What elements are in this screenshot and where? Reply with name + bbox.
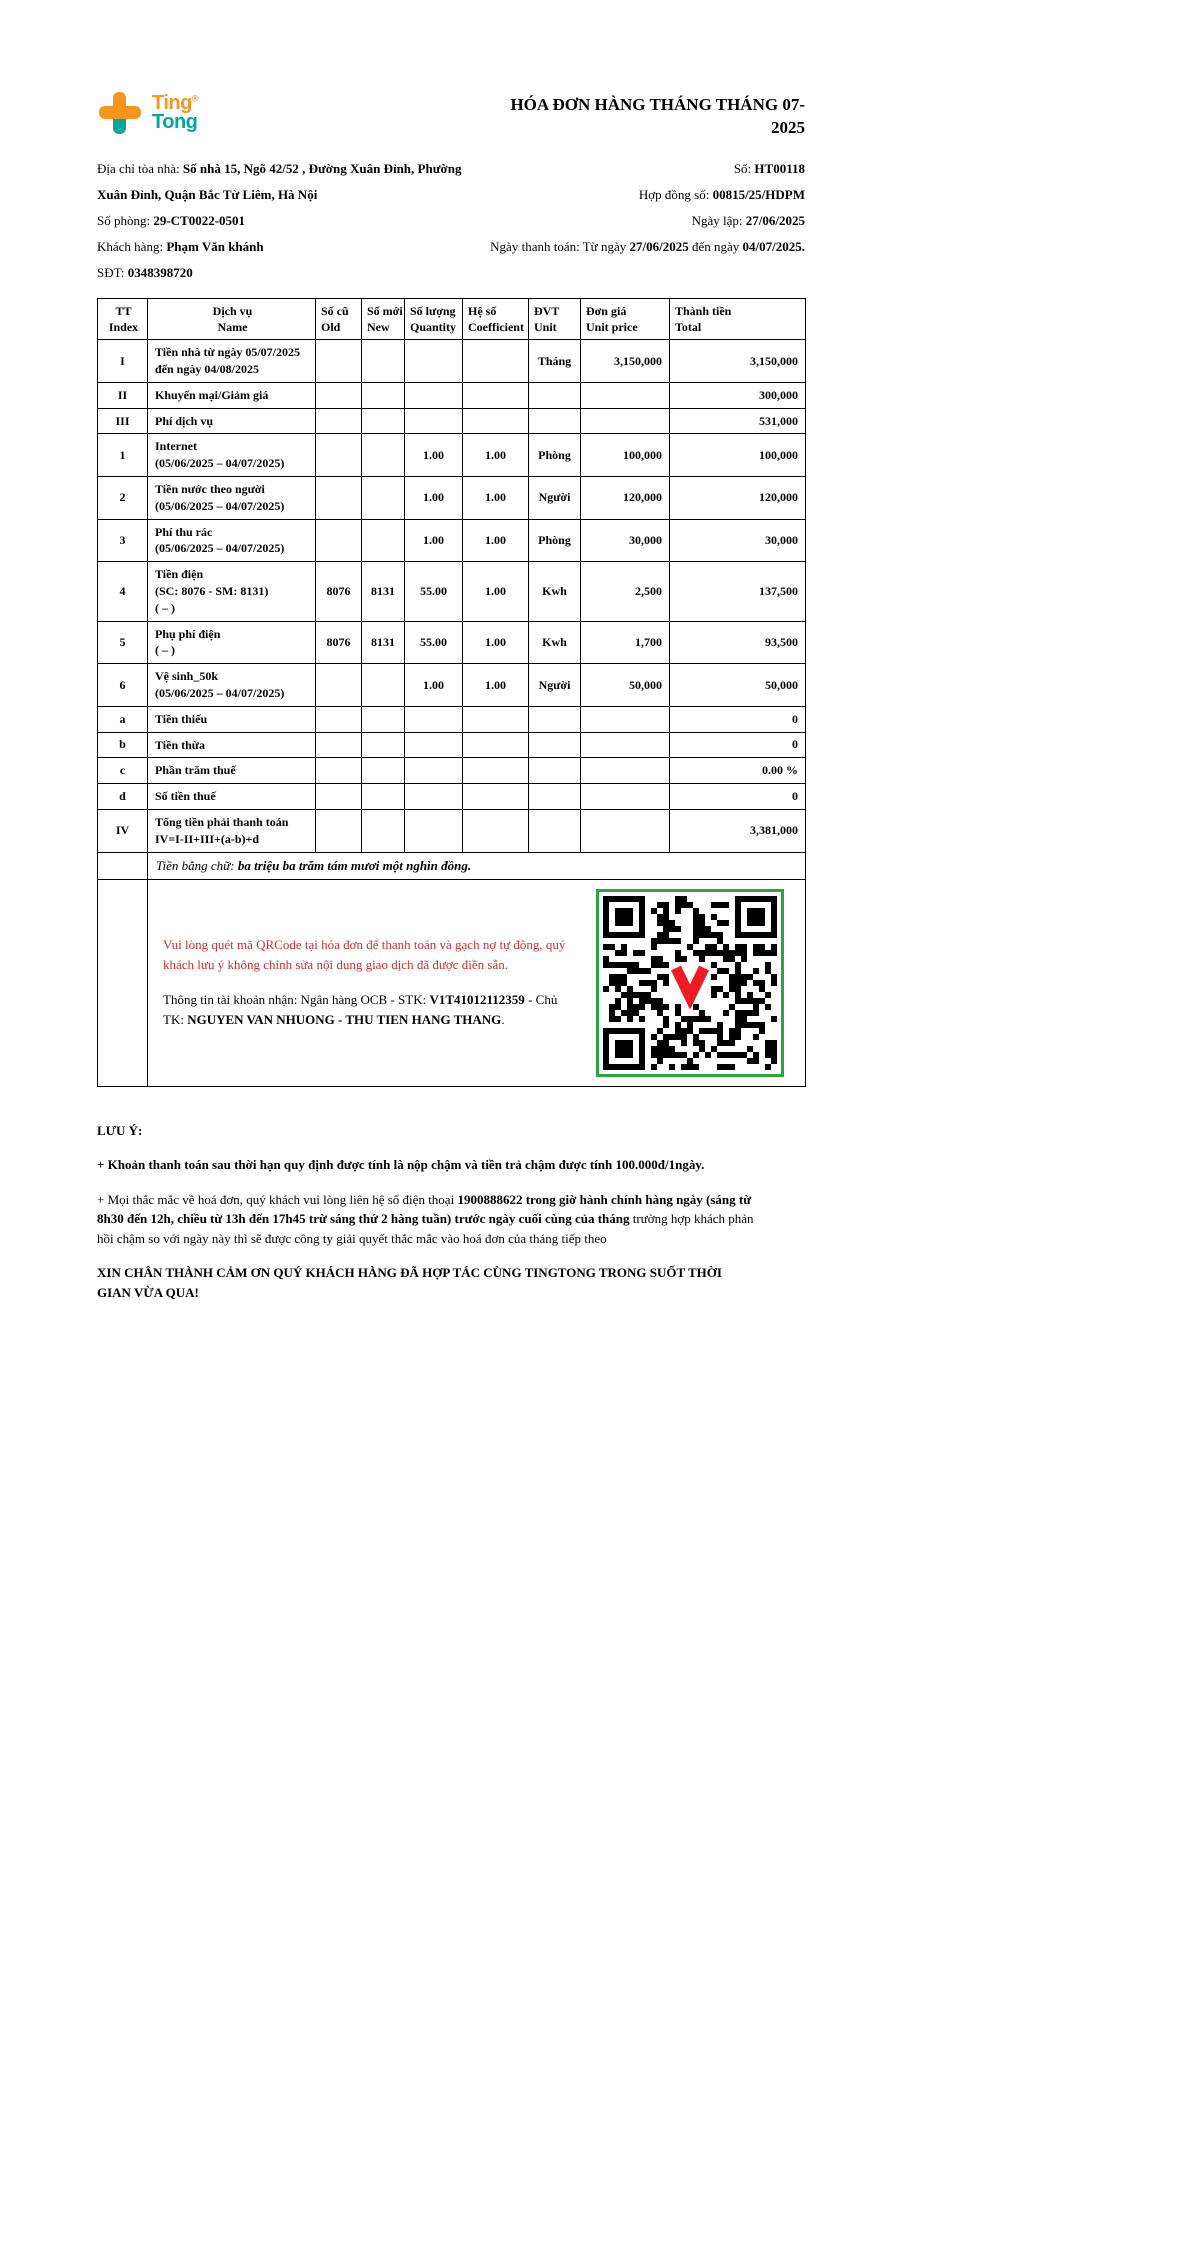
contract-number: Hợp đồng số: 00815/25/HDPM bbox=[638, 186, 805, 202]
cell-new-reading bbox=[362, 664, 405, 707]
invoice-table bbox=[97, 298, 806, 1087]
cell-old-reading bbox=[316, 408, 362, 434]
table-row bbox=[98, 732, 806, 758]
cell-old-reading: 8076 bbox=[316, 621, 362, 664]
cell-coefficient bbox=[463, 706, 529, 732]
cell-old-reading bbox=[316, 664, 362, 707]
cell-quantity bbox=[405, 706, 463, 732]
cell-old-reading bbox=[316, 758, 362, 784]
cell-unit: Phòng bbox=[529, 434, 581, 477]
table-row bbox=[98, 382, 806, 408]
cell-new-reading bbox=[362, 809, 405, 852]
cell-service-name bbox=[148, 758, 316, 784]
cell-new-reading bbox=[362, 408, 405, 434]
cell-old-reading bbox=[316, 382, 362, 408]
table-row bbox=[98, 408, 806, 434]
cell-index: III bbox=[98, 408, 148, 434]
cell-unit bbox=[529, 706, 581, 732]
cell-unit bbox=[529, 382, 581, 408]
cell-new-reading: 8131 bbox=[362, 562, 405, 621]
empty-cell bbox=[98, 879, 148, 1086]
cell-quantity: 1.00 bbox=[405, 664, 463, 707]
customer-name: Khách hàng: Phạm Văn khánh bbox=[97, 238, 264, 254]
cell-coefficient bbox=[463, 340, 529, 383]
cell-service-name bbox=[148, 809, 316, 852]
cell-total: 137,500 bbox=[670, 562, 806, 621]
qr-code bbox=[596, 889, 784, 1077]
cell-total: 300,000 bbox=[670, 382, 806, 408]
invoice-content bbox=[97, 90, 805, 1317]
cell-coefficient: 1.00 bbox=[463, 562, 529, 621]
cell-service-name bbox=[148, 477, 316, 520]
service-name-line: (05/06/2025 – 04/07/2025) bbox=[155, 686, 285, 700]
cell-unit-price bbox=[581, 809, 670, 852]
cell-service-name bbox=[148, 732, 316, 758]
cell-unit-price: 3,150,000 bbox=[581, 340, 670, 383]
cell-unit bbox=[529, 809, 581, 852]
cell-service-name bbox=[148, 340, 316, 383]
cell-old-reading bbox=[316, 340, 362, 383]
service-name-line: (05/06/2025 – 04/07/2025) bbox=[155, 456, 285, 471]
service-name-line: Phần trăm thuế bbox=[155, 763, 236, 778]
col-header-unit-price: Đơn giá Unit price bbox=[581, 298, 670, 339]
cell-old-reading bbox=[316, 477, 362, 520]
cell-quantity: 55.00 bbox=[405, 621, 463, 664]
invoice-table-body bbox=[98, 340, 806, 852]
cell-quantity bbox=[405, 758, 463, 784]
service-name-line: IV=I-II+III+(a-b)+d bbox=[155, 831, 260, 846]
service-name-line: Số tiền thuế bbox=[155, 789, 216, 804]
cell-total: 120,000 bbox=[670, 477, 806, 520]
cell-unit-price bbox=[581, 382, 670, 408]
customer-phone: SĐT: 0348398720 bbox=[97, 264, 193, 280]
col-header-coefficient: Hệ số Coefficient bbox=[463, 298, 529, 339]
cell-total: 3,150,000 bbox=[670, 340, 806, 383]
cell-new-reading bbox=[362, 758, 405, 784]
notes-title: LƯU Ý: bbox=[97, 1122, 143, 1138]
cell-total: 50,000 bbox=[670, 664, 806, 707]
table-row bbox=[98, 434, 806, 477]
cell-unit-price: 30,000 bbox=[581, 519, 670, 562]
cell-total: 0 bbox=[670, 706, 806, 732]
cell-service-name bbox=[148, 434, 316, 477]
logo-tong: Tong bbox=[152, 111, 198, 133]
cell-coefficient bbox=[463, 732, 529, 758]
cell-unit-price bbox=[581, 758, 670, 784]
service-name-line: Tiền nước theo người bbox=[155, 482, 265, 497]
service-name-line: ( – ) bbox=[155, 600, 175, 615]
cell-total: 0 bbox=[670, 732, 806, 758]
cell-service-name bbox=[148, 519, 316, 562]
col-header-old: Số cũ Old bbox=[316, 298, 362, 339]
cell-old-reading bbox=[316, 784, 362, 810]
cell-service-name bbox=[148, 408, 316, 434]
invoice-info bbox=[97, 156, 805, 286]
cell-new-reading bbox=[362, 340, 405, 383]
cell-quantity: 1.00 bbox=[405, 434, 463, 477]
table-row bbox=[98, 621, 806, 664]
cell-service-name bbox=[148, 784, 316, 810]
cell-index: b bbox=[98, 732, 148, 758]
cell-unit: Kwh bbox=[529, 562, 581, 621]
cell-unit bbox=[529, 758, 581, 784]
tingtong-logo bbox=[97, 90, 199, 136]
table-row bbox=[98, 706, 806, 732]
amount-in-words: Tiền bằng chữ: ba triệu ba trăm tám mươi một nghìn đồng. bbox=[148, 852, 806, 879]
cell-total: 0 bbox=[670, 784, 806, 810]
cell-unit-price bbox=[581, 706, 670, 732]
col-header-total: Thành tiền Total bbox=[670, 298, 806, 339]
cell-quantity: 1.00 bbox=[405, 519, 463, 562]
cell-coefficient bbox=[463, 784, 529, 810]
table-row bbox=[98, 477, 806, 520]
service-name-line: Tổng tiền phải thanh toán bbox=[155, 814, 289, 829]
header bbox=[97, 90, 805, 140]
cell-coefficient: 1.00 bbox=[463, 664, 529, 707]
cell-index: IV bbox=[98, 809, 148, 852]
table-row bbox=[98, 809, 806, 852]
cell-total: 0.00 % bbox=[670, 758, 806, 784]
cell-old-reading: 8076 bbox=[316, 562, 362, 621]
cell-coefficient bbox=[463, 382, 529, 408]
cell-old-reading bbox=[316, 434, 362, 477]
cell-new-reading bbox=[362, 382, 405, 408]
cell-total: 531,000 bbox=[670, 408, 806, 434]
col-header-unit: ĐVT Unit bbox=[529, 298, 581, 339]
table-row bbox=[98, 758, 806, 784]
empty-cell bbox=[98, 852, 148, 879]
cell-coefficient bbox=[463, 758, 529, 784]
cell-unit-price bbox=[581, 732, 670, 758]
cell-quantity: 55.00 bbox=[405, 562, 463, 621]
service-name-line: ( – ) bbox=[155, 643, 175, 658]
thanks-message: XIN CHÂN THÀNH CẢM ƠN QUÝ KHÁCH HÀNG ĐÃ HỢP TÁC CÙNG TINGTONG TRONG SUỐT THỜI GIAN VỪA QUA! bbox=[97, 1265, 722, 1300]
cell-quantity bbox=[405, 408, 463, 434]
invoice-title: HÓA ĐƠN HÀNG THÁNG THÁNG 07-2025 bbox=[510, 95, 805, 137]
cell-new-reading bbox=[362, 732, 405, 758]
cell-coefficient: 1.00 bbox=[463, 519, 529, 562]
qr-svg bbox=[603, 896, 777, 1070]
cell-unit-price bbox=[581, 784, 670, 810]
issue-date: Ngày lập: 27/06/2025 bbox=[691, 212, 805, 228]
cell-unit bbox=[529, 408, 581, 434]
amount-in-words-row bbox=[98, 852, 806, 879]
service-name-line: Phí thu rác bbox=[155, 524, 213, 539]
cell-unit-price: 1,700 bbox=[581, 621, 670, 664]
cell-service-name bbox=[148, 621, 316, 664]
cell-coefficient bbox=[463, 408, 529, 434]
cell-unit: Người bbox=[529, 664, 581, 707]
cell-old-reading bbox=[316, 809, 362, 852]
cell-quantity: 1.00 bbox=[405, 477, 463, 520]
cell-quantity bbox=[405, 382, 463, 408]
invoice-table-special bbox=[98, 852, 806, 1086]
account-info: Thông tin tài khoản nhận: Ngân hàng OCB - STK: V1T41012112359 - Chủ TK: NGUYEN VAN NHUONG - THU TIEN HANG THANG. bbox=[163, 992, 558, 1028]
room-number: Số phòng: 29-CT0022-0501 bbox=[97, 212, 246, 228]
cell-new-reading bbox=[362, 477, 405, 520]
logo-text bbox=[152, 94, 199, 132]
col-header-new: Số mới New bbox=[362, 298, 405, 339]
cell-index: 2 bbox=[98, 477, 148, 520]
cell-unit-price: 100,000 bbox=[581, 434, 670, 477]
table-row bbox=[98, 664, 806, 707]
cell-old-reading bbox=[316, 732, 362, 758]
cell-quantity bbox=[405, 809, 463, 852]
cell-total: 3,381,000 bbox=[670, 809, 806, 852]
cell-new-reading bbox=[362, 434, 405, 477]
cell-quantity bbox=[405, 340, 463, 383]
service-name-line: (05/06/2025 – 04/07/2025) bbox=[155, 498, 285, 513]
service-name-line: Vệ sinh_50k bbox=[155, 669, 219, 684]
service-name-line: (05/06/2025 – 04/07/2025) bbox=[155, 541, 285, 556]
invoice-number: Số: HT00118 bbox=[733, 160, 805, 176]
service-name-line: Phụ phí điện bbox=[155, 626, 221, 641]
table-row bbox=[98, 784, 806, 810]
cell-service-name bbox=[148, 664, 316, 707]
cell-index: c bbox=[98, 758, 148, 784]
cell-new-reading bbox=[362, 706, 405, 732]
col-header-index: TT Index bbox=[98, 298, 148, 339]
service-name-line: (SC: 8076 - SM: 8131) bbox=[155, 584, 269, 599]
cell-unit: Phòng bbox=[529, 519, 581, 562]
table-row bbox=[98, 519, 806, 562]
qr-notice: Vui lòng quét mã QRCode tại hóa đơn để thanh toán và gạch nợ tự động, quý khách lưu ý không chỉnh sửa nội dung giao dịch đã được điền sẵn. bbox=[163, 936, 566, 972]
table-row bbox=[98, 562, 806, 621]
table-header-row bbox=[98, 298, 806, 339]
cell-index: 6 bbox=[98, 664, 148, 707]
payment-period: Ngày thanh toán: Từ ngày 27/06/2025 đến ngày 04/07/2025. bbox=[490, 238, 805, 254]
registered-mark: ® bbox=[191, 93, 199, 104]
col-header-name: Dịch vụ Name bbox=[148, 298, 316, 339]
table-row bbox=[98, 340, 806, 383]
cell-unit: Tháng bbox=[529, 340, 581, 383]
cell-unit bbox=[529, 732, 581, 758]
cell-quantity bbox=[405, 784, 463, 810]
cell-old-reading bbox=[316, 706, 362, 732]
cell-service-name bbox=[148, 382, 316, 408]
cell-unit-price: 2,500 bbox=[581, 562, 670, 621]
col-header-quantity: Số lượng Quantity bbox=[405, 298, 463, 339]
qr-instructions bbox=[157, 935, 578, 1031]
cell-service-name bbox=[148, 562, 316, 621]
info-right bbox=[479, 156, 805, 286]
cell-index: II bbox=[98, 382, 148, 408]
service-name-line: Tiền nhà từ ngày 05/07/2025 bbox=[155, 345, 301, 360]
cell-index: 3 bbox=[98, 519, 148, 562]
service-name-line: Tiền thiếu bbox=[155, 711, 208, 726]
cell-coefficient bbox=[463, 809, 529, 852]
cell-old-reading bbox=[316, 519, 362, 562]
cell-index: 4 bbox=[98, 562, 148, 621]
footer-notes bbox=[97, 1121, 757, 1303]
info-left bbox=[97, 156, 479, 286]
cell-total: 93,500 bbox=[670, 621, 806, 664]
cell-unit-price: 120,000 bbox=[581, 477, 670, 520]
cell-index: a bbox=[98, 706, 148, 732]
cell-new-reading bbox=[362, 784, 405, 810]
cell-unit: Kwh bbox=[529, 621, 581, 664]
cell-index: 5 bbox=[98, 621, 148, 664]
cell-coefficient: 1.00 bbox=[463, 477, 529, 520]
qr-row bbox=[98, 879, 806, 1086]
building-address: Địa chỉ tòa nhà: Số nhà 15, Ngõ 42/52 , Đường Xuân Đỉnh, Phường Xuân Đỉnh, Quận Bắc Từ Liêm, Hà Nội bbox=[97, 160, 462, 202]
cell-unit-price: 50,000 bbox=[581, 664, 670, 707]
cell-unit: Người bbox=[529, 477, 581, 520]
service-name-line: Tiền điện bbox=[155, 567, 204, 582]
cell-index: d bbox=[98, 784, 148, 810]
cell-total: 30,000 bbox=[670, 519, 806, 562]
service-name-line: đến ngày 04/08/2025 bbox=[155, 362, 260, 377]
cell-unit-price bbox=[581, 408, 670, 434]
cell-total: 100,000 bbox=[670, 434, 806, 477]
cell-new-reading: 8131 bbox=[362, 621, 405, 664]
logo-ting: Ting® bbox=[152, 92, 199, 114]
cell-new-reading bbox=[362, 519, 405, 562]
cell-quantity bbox=[405, 732, 463, 758]
service-name-line: Phí dịch vụ bbox=[155, 413, 214, 428]
service-name-line: Khuyến mại/Giảm giá bbox=[155, 387, 269, 402]
service-name-line: Tiền thừa bbox=[155, 737, 205, 752]
cell-coefficient: 1.00 bbox=[463, 621, 529, 664]
cell-index: I bbox=[98, 340, 148, 383]
tingtong-plus-icon bbox=[97, 90, 143, 136]
note-contact: + Mọi thắc mắc về hoá đơn, quý khách vui lòng liên hệ số điện thoại 1900888622 trong giờ hành chính hàng ngày (sáng từ 8h30 đến 12h, chiều từ 13h đến 17h45 trừ sáng thứ 2 hàng tuần) trước ngày cuối cùng của tháng trường hợp khách phản hồi chậm so với ngày này thì sẽ được công ty giải quyết thắc mắc vào hoá đơn của tháng tiếp theo bbox=[97, 1191, 754, 1246]
cell-service-name bbox=[148, 706, 316, 732]
cell-index: 1 bbox=[98, 434, 148, 477]
cell-coefficient: 1.00 bbox=[463, 434, 529, 477]
note-late-payment: + Khoản thanh toán sau thời hạn quy định được tính là nộp chậm và tiền trả chậm được tính 100.000đ/1ngày. bbox=[97, 1157, 705, 1173]
cell-unit bbox=[529, 784, 581, 810]
qr-section-cell bbox=[148, 879, 806, 1086]
service-name-line: Internet bbox=[155, 439, 197, 454]
